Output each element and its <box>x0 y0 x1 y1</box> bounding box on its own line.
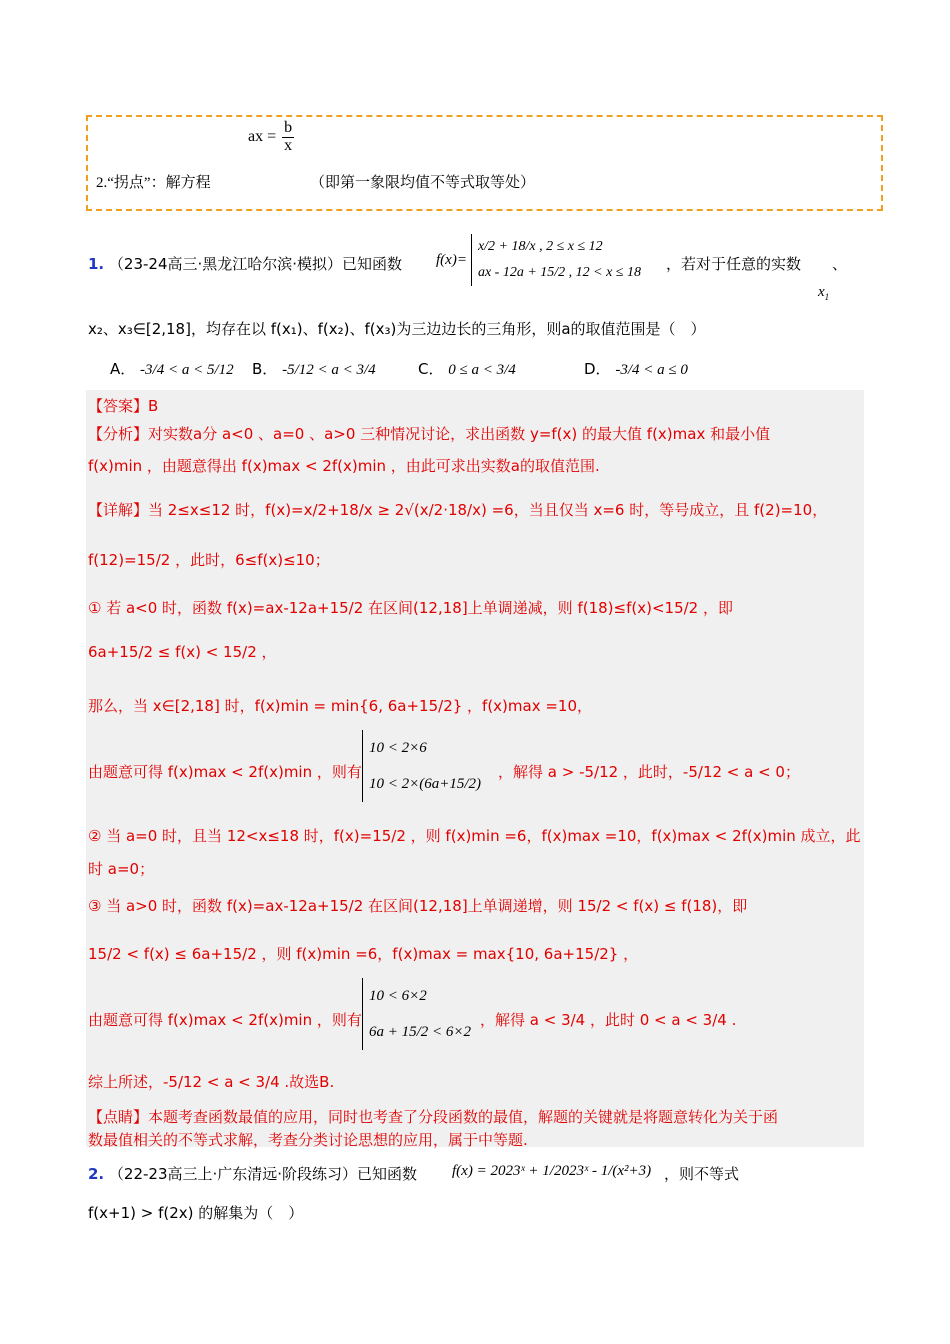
q1-piecewise <box>436 215 641 305</box>
q1-number: 1. <box>88 255 105 273</box>
box-equation-lhs: ax = <box>248 127 277 145</box>
q1-option-d[interactable] <box>584 358 688 379</box>
q2-source: （22-23高三上·广东清远·阶段练习）已知函数 <box>108 1165 418 1183</box>
method-box <box>86 115 883 211</box>
box-equation <box>248 120 296 155</box>
q2-number: 2. <box>88 1165 105 1183</box>
box-equation-fraction <box>282 120 294 155</box>
answer-label: 【答案】B <box>88 397 159 415</box>
q1-option-a-label: A． <box>110 360 136 378</box>
case3-system-row1: 10 < 6×2 <box>369 988 427 1004</box>
comment-line2: 数最值相关的不等式求解，考查分类讨论思想的应用，属于中等题. <box>88 1131 528 1149</box>
summary-line: 综上所述，-5/12 < a < 3/4 .故选B. <box>88 1073 335 1091</box>
analysis-line2: f(x)min ，由题意得出 f(x)max < 2f(x)min ，由此可求出实数a的取值范围. <box>88 457 600 475</box>
detail-line1: 【详解】当 2≤x≤12 时，f(x)=x/2+18/x ≥ 2√(x/2·18/x) =6，当且仅当 x=6 时，等号成立，且 f(2)=10， <box>88 501 828 519</box>
case1-line3: 那么，当 x∈[2,18] 时，f(x)min = min{6, 6a+15/2} ，f(x)max =10， <box>88 697 593 715</box>
case3-system-row2: 6a + 15/2 < 6×2 <box>369 1024 472 1040</box>
q1-option-d-label: D． <box>584 360 611 378</box>
box-line2-right: （即第一象限均值不等式取等处） <box>310 175 536 191</box>
case1-line4-left: 由题意可得 f(x)max < 2f(x)min ，则有 <box>88 763 362 781</box>
case3-line3-right: ，解得 a < 3/4 ，此时 0 < a < 3/4 . <box>480 1011 737 1029</box>
case1-line4-right: ，解得 a > -5/12 ，此时，-5/12 < a < 0； <box>498 763 800 781</box>
detail-line2: f(12)=15/2 ，此时，6≤f(x)≤10； <box>88 551 330 569</box>
case2-line2: 时 a=0； <box>88 860 155 878</box>
q1-option-b-label: B． <box>252 360 278 378</box>
box-line2-left: 2.“拐点”：解方程 <box>96 175 211 191</box>
q2-line2: f(x+1) > f(2x) 的解集为（ ） <box>88 1204 304 1222</box>
case3-line1: ③ 当 a>0 时，函数 f(x)=ax-12a+15/2 在区间(12,18]上单调递增，则 15/2 < f(x) ≤ f(18)，即 <box>88 897 748 915</box>
q1-option-c-label: C． <box>418 360 444 378</box>
case3-system <box>362 978 471 1050</box>
box-equation-den: x <box>284 136 293 154</box>
q1-option-c[interactable] <box>418 358 516 379</box>
q1-x1: $x_1$ <box>818 284 830 302</box>
case1-line2: 6a+15/2 ≤ f(x) < 15/2 ， <box>88 643 277 661</box>
q1-source: （23-24高三·黑龙江哈尔滨·模拟）已知函数 <box>108 255 403 273</box>
q1-piece1: x/2 + 18/x , 2 ≤ x ≤ 12 <box>477 239 603 254</box>
q1-piece2: ax - 12a + 15/2 , 12 < x ≤ 18 <box>477 265 641 280</box>
case1-line1: ① 若 a<0 时，函数 f(x)=ax-12a+15/2 在区间(12,18]上单调递减，则 f(18)≤f(x)<15/2 ，即 <box>88 599 733 617</box>
case3-line3-left: 由题意可得 f(x)max < 2f(x)min ，则有 <box>88 1011 362 1029</box>
q2-line1 <box>88 1163 417 1184</box>
q2-function: f(x) = 2023ˣ + 1/2023ˣ - 1/(x²+3) <box>452 1163 652 1179</box>
q2-after: ，则不等式 <box>664 1165 740 1183</box>
q1-piece-braces <box>471 234 641 286</box>
q1-option-c-expr: 0 ≤ a < 3/4 <box>448 362 516 378</box>
q1-after: ，若对于任意的实数 <box>666 255 802 273</box>
case2-line1: ② 当 a=0 时，且当 12<x≤18 时，f(x)=15/2 ，则 f(x)min =6，f(x)max =10，f(x)max < 2f(x)min 成立，此 <box>88 827 861 845</box>
case1-system <box>362 730 481 802</box>
q1-option-d-expr: -3/4 < a ≤ 0 <box>615 362 688 378</box>
box-equation-num: b <box>284 119 293 136</box>
q1-comma: 、 <box>832 255 848 273</box>
case3-line2: 15/2 < f(x) ≤ 6a+15/2 ，则 f(x)min =6，f(x)max = max{10, 6a+15/2} ， <box>88 945 639 963</box>
q1-option-b-expr: -5/12 < a < 3/4 <box>282 362 376 378</box>
q1-option-a-expr: -3/4 < a < 5/12 <box>140 362 234 378</box>
q1-line2: x₂、x₃∈[2,18]，均存在以 f(x₁)、f(x₂)、f(x₃)为三边边长的三角形，则a的取值范围是（ ） <box>88 320 706 338</box>
q1-fx-label: f(x)= <box>436 251 467 268</box>
q1-x1-var: x <box>818 284 825 300</box>
case1-system-row1: 10 < 2×6 <box>369 740 427 756</box>
comment-line1: 【点睛】本题考查函数最值的应用，同时也考查了分段函数的最值，解题的关键就是将题意转化为关于函 <box>88 1108 779 1126</box>
q1-line1 <box>88 253 402 274</box>
q1-option-b[interactable] <box>252 358 376 379</box>
analysis-line1: 【分析】对实数a分 a<0 、a=0 、a>0 三种情况讨论，求出函数 y=f(x) 的最大值 f(x)max 和最小值 <box>88 425 771 443</box>
case1-system-row2: 10 < 2×(6a+15/2) <box>369 776 482 792</box>
q1-option-a[interactable] <box>110 358 234 379</box>
